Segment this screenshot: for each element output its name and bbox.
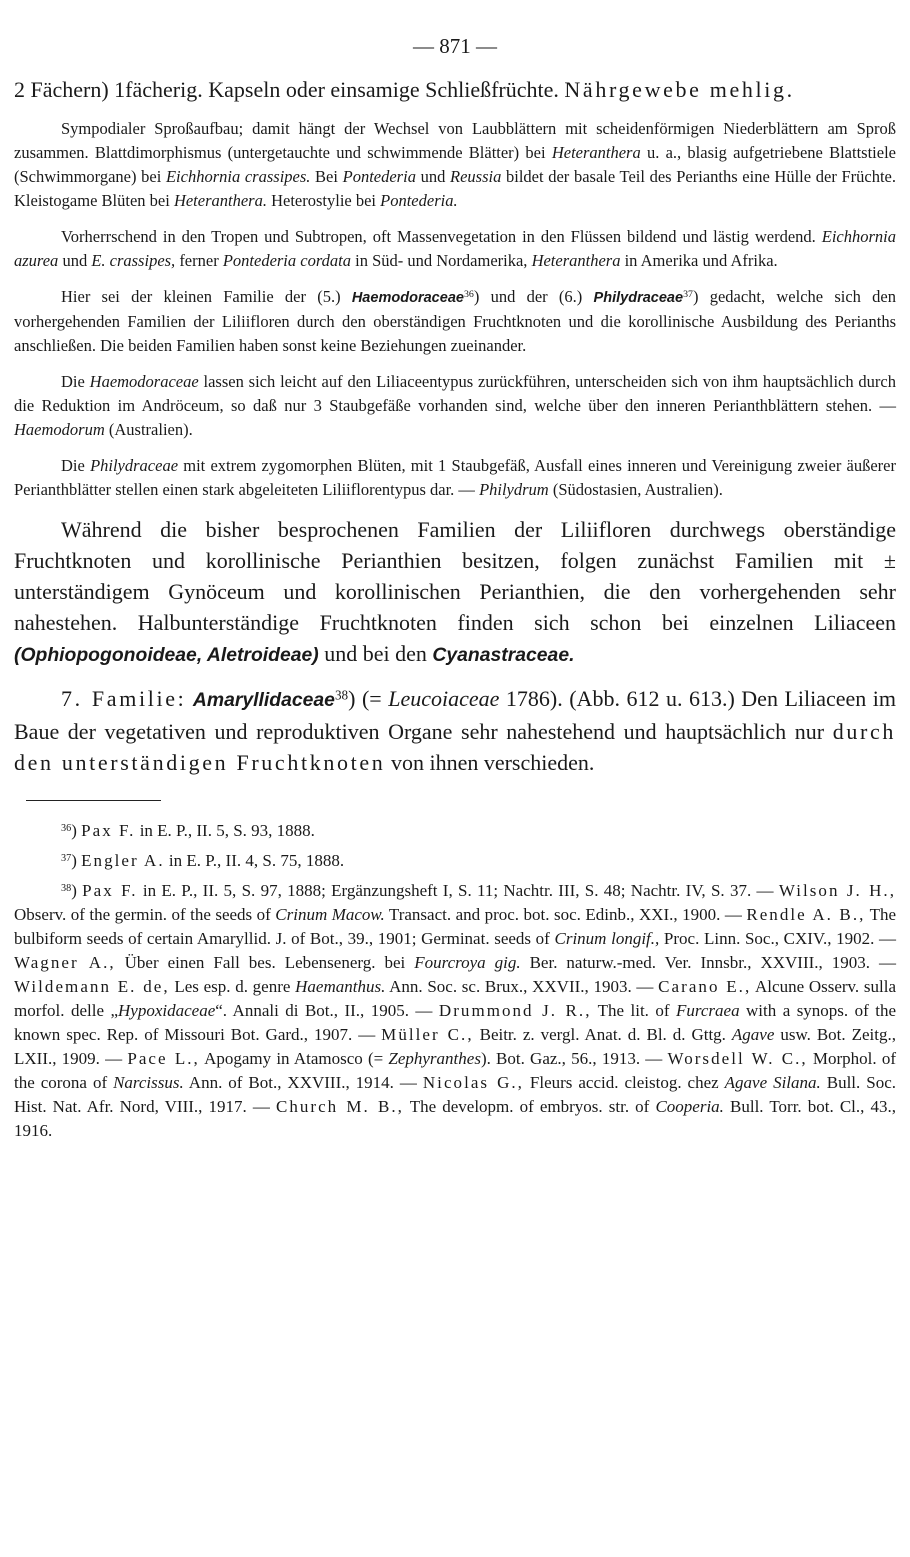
taxon-name: Pontederia. xyxy=(380,191,458,210)
text-run: Die xyxy=(61,372,90,391)
footnote-number: 37 xyxy=(61,852,72,864)
author: Wilson J. H., xyxy=(778,881,896,900)
footnote-divider xyxy=(26,800,161,801)
text-run: u. a., blasig aufgetriebene Blattstiele (Schwimmorgane) bei xyxy=(14,143,896,186)
text-run: Les esp. d. genre xyxy=(169,977,296,996)
family-name-philydraceae: Philydraceae xyxy=(593,290,684,306)
text-run: mit extrem zygomorphen Blüten, mit 1 Staubgefäß, Ausfall eines inneren und Vereinigung zweier äußerer Perianthblätter stellen einen stark abgeleiteten Liliiflorentypus dar. — xyxy=(14,456,896,499)
taxon-name: E. crassipes, xyxy=(91,251,176,270)
taxon-name: Crinum longif., xyxy=(554,929,660,948)
subfamily-names: (Ophiopogonoideae, Aletroideae) xyxy=(14,644,319,666)
taxon-name: Haemodorum xyxy=(14,420,105,439)
taxon-name: Crinum Macow. xyxy=(275,905,385,924)
text-run: Bull. Soc. Hist. Nat. Afr. Nord, VIII., 1917. — xyxy=(14,1073,896,1116)
page-number: — 871 — xyxy=(413,34,497,58)
text-run: “. Annali di Bot., II., 1905. — xyxy=(215,1001,439,1020)
footnote-ref-37[interactable]: 37 xyxy=(683,289,693,301)
text-run: The developm. of embryos. str. of xyxy=(403,1097,656,1116)
taxon-name: Eichhornia azurea xyxy=(14,227,896,270)
footnote-ref-36[interactable]: 36 xyxy=(463,289,474,301)
text-run: with a synops. of the known spec. Rep. of Missouri Bot. Gard., 1907. — xyxy=(14,1001,897,1044)
text-run: in Süd- und Nordamerika, xyxy=(351,251,532,270)
taxon-name: Philydraceae xyxy=(90,456,179,475)
text-run: Apogamy in Atamosco (= xyxy=(199,1049,389,1068)
text-run: Vorherrschend in den Tropen und Subtropen, oft Massenvegetation in den Flüssen bildend und lästig werdend. xyxy=(61,227,822,246)
text-run: Morphol. of the corona of xyxy=(14,1049,896,1092)
author: Pax F. xyxy=(82,881,138,900)
footnote-37: $^{37}$) Engler A. in E. P., II. 4, S. 75, 1888. xyxy=(61,851,345,870)
text-run: Bull. Torr. bot. Cl., 43., 1916. xyxy=(14,1097,897,1140)
text-run: in Amerika und Afrika. xyxy=(620,251,778,270)
text-run: Transact. and proc. bot. soc. Edinb., XXI., 1900. — xyxy=(384,905,747,924)
text-run: Ann. of Bot., XXVIII., 1914. — xyxy=(183,1073,423,1092)
footnote-number: 36 xyxy=(61,822,72,834)
taxon-name: Pontederia cordata xyxy=(222,251,351,270)
text-run: Bei xyxy=(310,167,343,186)
amaryllidaceae-paragraph xyxy=(14,683,896,778)
spaced-emphasis: durch den unterständigen Fruchtknoten xyxy=(14,719,896,775)
footnote-36: $^{36}$) Pax F. in E. P., II. 5, S. 93, 1888. xyxy=(61,821,315,840)
taxon-name: Reussia xyxy=(450,167,502,186)
taxon-name: Agave Silana. xyxy=(724,1073,821,1092)
author: Drummond J. R., xyxy=(438,1001,592,1020)
author: Rendle A. B., xyxy=(746,905,866,924)
main-paragraph xyxy=(14,514,896,671)
taxon-name: Haemodoraceae xyxy=(89,372,199,391)
text-run: ferner xyxy=(175,251,223,270)
taxon-name: Narcissus. xyxy=(113,1073,184,1092)
taxon-name: Cooperia. xyxy=(655,1097,724,1116)
author: Pax F. xyxy=(81,821,136,840)
text-run: ) (= xyxy=(348,686,389,711)
philydraceae-paragraph xyxy=(14,454,896,502)
author: Worsdell W. C., xyxy=(667,1049,808,1068)
text-run: ) und der (6.) xyxy=(473,287,594,306)
text-run: und xyxy=(58,251,92,270)
footnote-ref-38[interactable]: 38 xyxy=(334,687,349,703)
taxon-name: Fourcroya gig. xyxy=(414,953,521,972)
taxon-name: Philydrum xyxy=(479,480,549,499)
text-run: Während die bisher besprochenen Familien der Liliifloren durchwegs oberständige Fruchtknoten und korollinische Perianthien besitzen, folgen zunächst Familien mit ± unterständigem Gynöceum und korollinischen Perianthien, die den vorhergehenden sehr nahestehen. Halbunterständige Fruchtknoten finden sich schon bei einzelnen Liliaceen xyxy=(14,517,896,635)
text-run: Über einen Fall bes. Lebensenerg. bei xyxy=(115,953,415,972)
text-run: Beitr. z. vergl. Anat. d. Bl. d. Gttg. xyxy=(473,1025,732,1044)
footnote-number: 38 xyxy=(61,882,72,894)
intro-text: 2 Fächern) 1fächerig. Kapseln oder einsamige Schließfrüchte. xyxy=(14,77,565,102)
text-run: The bulbiform seeds of certain Amaryllid. J. of Bot., 39., 1901; Germinat. seeds of xyxy=(14,905,897,948)
author: Pace L., xyxy=(127,1049,200,1068)
text-run: ) gedacht, welche sich den vorhergehenden Familien der Liliifloren durch den oberständigen Fruchtknoten und die korollinische Ausbildung des Perianths anschließen. Die beiden Familien haben sonst keine Beziehungen zueinander. xyxy=(14,287,896,355)
taxon-name: Leucoiaceae xyxy=(388,686,500,711)
text-run: lassen sich leicht auf den Liliaceentypus zurückführen, unterscheiden sich von ihm hauptsächlich durch die Reduktion im Andröceum, so daß nur 3 Staubgefäße vorhanden sind, welche über den inneren Perianthblättern stehen. — xyxy=(14,372,896,415)
text-run: in E. P., II. 5, S. 97, 1888; Ergänzungsheft I, S. 11; Nachtr. III, S. 48; Nachtr. IV, S. 37. — xyxy=(137,881,779,900)
author: Church M. B., xyxy=(275,1097,404,1116)
text-run: bildet der basale Teil des Perianths eine Hülle der Früchte. Kleistogame Blüten bei xyxy=(14,167,896,210)
text-run: The lit. of xyxy=(591,1001,676,1020)
author: Müller C., xyxy=(381,1025,474,1044)
text-run: von ihnen verschieden. xyxy=(385,750,595,775)
small-families-paragraph xyxy=(14,285,896,358)
haemodoraceae-paragraph xyxy=(14,370,896,442)
text-run: Ber. naturw.-med. Ver. Innsbr., XXVIII., 1903. — xyxy=(520,953,896,972)
footnotes xyxy=(14,819,896,1143)
text-run: Sympodialer Sproßaufbau; damit hängt der Wechsel von Laubblättern mit scheidenförmigen Niederblättern am Sproß zusammen. Blattdimorphismus (untergetauchte und schwimmende Blätter) bei xyxy=(14,119,896,162)
text-run: 1786). (Abb. 612 u. 613.) Den Liliaceen im Baue der vegetativen und reproduktiven Organe sehr nahestehend und hauptsächlich nur xyxy=(14,686,897,744)
text-run: (Südostasien, Australien). xyxy=(548,480,723,499)
intro-paragraph xyxy=(14,74,896,105)
footnote-38: $^{38}$) Pax F. in E. P., II. 5, S. 97, 1888; Ergänzungsheft I, S. 11; Nachtr. III, S. 48; Nachtr. IV, S. 37. — Wilson J. H., Observ. of the germin. of the seeds of Crinum Macow. Transact. and proc. bot. soc. Edinb., XXI., 1900. — Rendle A. B., The bulbiform seeds of certain Amaryllid. J. of Bot., 39., 1901; Germinat. seeds of Crinum longif., Proc. Linn. Soc., CXIV., 1902. — Wagner A., Über einen Fall bes. Lebensenerg. bei Fourcroya gig. Ber. naturw.-med. Ver. Innsbr., XXVIII., 1903. — Wildemann E. de, Les esp. d. genre Haemanthus. Ann. Soc. sc. Brux., XXVII., 1903. — Carano E., Alcune Osserv. sulla morfol. delle „Hypoxidaceae“. Annali di Bot., II., 1905. — Drummond J. R., The lit. of Furcraea with a synops. of the known spec. Rep. of Missouri Bot. Gard., 1907. — Müller C., Beitr. z. vergl. Anat. d. Bl. d. Gttg. Agave usw. Bot. Zeitg., LXII., 1909. — Pace L., Apogamy in Atamosco (= Zephyranthes). Bot. Gaz., 56., 1913. — Worsdell W. C., Morphol. of the corona of Narcissus. Ann. of Bot., XXVIII., 1914. — Nicolas G., Fleurs accid. cleistog. chez Agave Silana. Bull. Soc. Hist. Nat. Afr. Nord, VIII., 1917. — Church M. B., The developm. of embryos. str. of Cooperia. Bull. Torr. bot. Cl., 43., 1916. xyxy=(14,881,897,1140)
family-name-haemodoraceae: Haemodoraceae xyxy=(351,290,464,306)
family-name-amaryllidaceae: Amaryllidaceae xyxy=(192,689,335,711)
family-heading: 7. Familie: xyxy=(61,686,187,711)
author: Nicolas G., xyxy=(422,1073,524,1092)
taxon-name: Pontederia xyxy=(342,167,416,186)
text-run: Observ. of the germin. of the seeds of xyxy=(14,905,276,924)
text-run: Hier sei der kleinen Familie der (5.) xyxy=(61,287,352,306)
book-page xyxy=(14,0,896,1143)
text-run: in E. P., II. 4, S. 75, 1888. xyxy=(164,851,345,870)
sympodial-paragraph xyxy=(14,117,896,213)
text-run: und bei den xyxy=(318,641,433,666)
text-run: in E. P., II. 5, S. 93, 1888. xyxy=(135,821,315,840)
text-run: usw. Bot. Zeitg., LXII., 1909. — xyxy=(14,1025,896,1068)
taxon-name: Furcraea xyxy=(676,1001,740,1020)
taxon-name: Haemanthus. xyxy=(295,977,386,996)
author: Wildemann E. de, xyxy=(14,977,170,996)
text-run: Ann. Soc. sc. Brux., XXVII., 1903. — xyxy=(385,977,659,996)
taxon-name: Heteranthera xyxy=(531,251,621,270)
text-run: Proc. Linn. Soc., CXIV., 1902. — xyxy=(659,929,896,948)
distribution-paragraph xyxy=(14,225,896,273)
author: Wagner A., xyxy=(14,953,116,972)
intro-spaced-text: Nährgewebe mehlig. xyxy=(564,77,795,102)
family-name-cyanastraceae: Cyanastraceae. xyxy=(432,644,575,666)
text-run: Fleurs accid. cleistog. chez xyxy=(523,1073,725,1092)
text-run: ). Bot. Gaz., 56., 1913. — xyxy=(480,1049,668,1068)
text-run: Heterostylie bei xyxy=(266,191,381,210)
taxon-name: Heteranthera xyxy=(551,143,641,162)
author: Carano E., xyxy=(658,977,752,996)
taxon-name: Heteranthera. xyxy=(173,191,267,210)
taxon-name: Eichhornia crassipes. xyxy=(165,167,311,186)
taxon-name: Agave xyxy=(731,1025,775,1044)
taxon-name: Zephyranthes xyxy=(388,1049,481,1068)
taxon-name: Hypoxidaceae xyxy=(118,1001,216,1020)
text-run: Die xyxy=(61,456,91,475)
author: Engler A. xyxy=(81,851,165,870)
text-run: (Australien). xyxy=(104,420,193,439)
text-run: Alcune Osserv. sulla morfol. delle „ xyxy=(14,977,896,1020)
text-run: und xyxy=(415,167,451,186)
